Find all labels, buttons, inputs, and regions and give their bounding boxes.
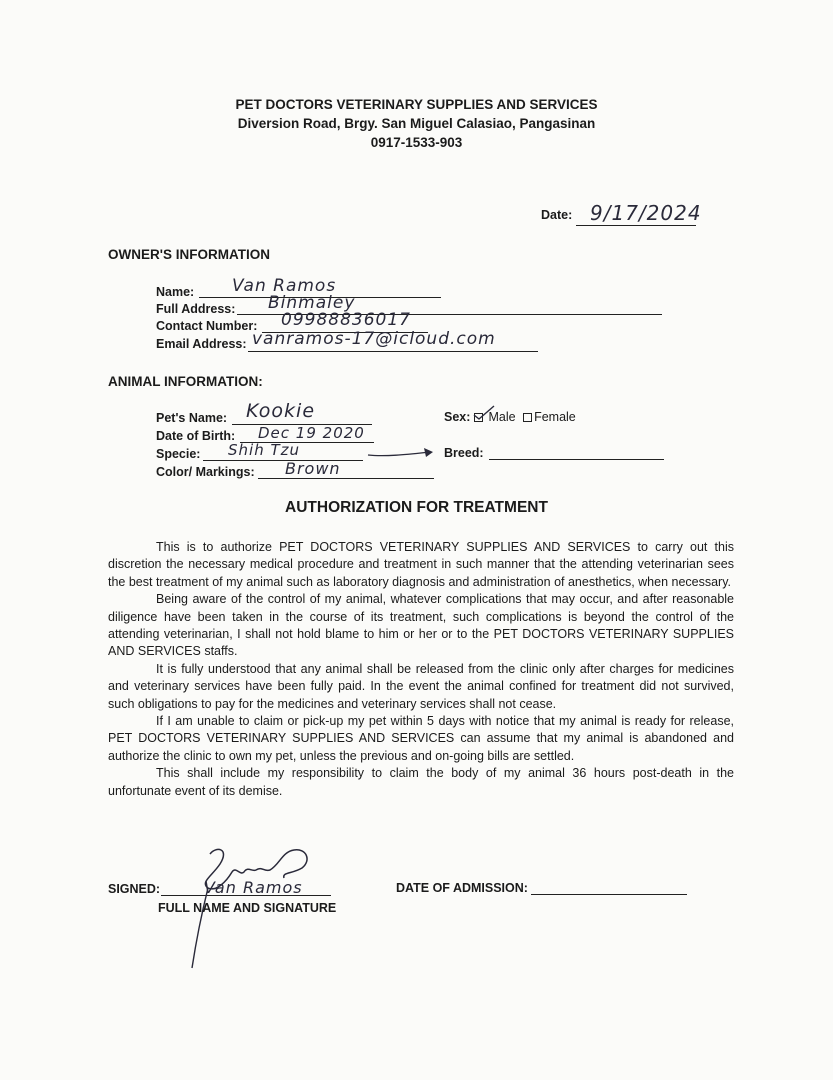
owner-name-value[interactable]: Van Ramos	[232, 276, 337, 296]
breed-label: Breed:	[444, 446, 484, 460]
owner-section-title: OWNER'S INFORMATION	[108, 247, 270, 262]
sex-label: Sex:	[444, 410, 471, 424]
animal-section-title: ANIMAL INFORMATION:	[108, 374, 263, 389]
pet-name-value[interactable]: Kookie	[246, 400, 316, 422]
address-label: Full Address:	[156, 302, 236, 316]
pet-name-label: Pet's Name:	[156, 411, 228, 425]
date-label: Date:	[541, 208, 573, 222]
color-line	[258, 478, 434, 479]
female-label: Female	[534, 410, 576, 424]
male-label: Male	[488, 410, 516, 424]
breed-line[interactable]	[489, 459, 664, 460]
business-name: PET DOCTORS VETERINARY SUPPLIES AND SERVICES	[235, 97, 598, 112]
paragraph: If I am unable to claim or pick-up my pet within 5 days with notice that my animal is ready for release, PET DOCTORS VETERINARY SUPPLIES AND SERVICES can assume that my animal is abandoned and authorize the clinic to own my pet, unless the previous and on-going bills are settled.	[108, 714, 734, 763]
owner-name-label: Name:	[156, 285, 195, 299]
color-value[interactable]: Brown	[285, 459, 341, 478]
male-checkbox[interactable]	[474, 410, 488, 424]
date-value[interactable]: 9/17/2024	[590, 201, 702, 225]
signed-value[interactable]: Van Ramos	[204, 878, 303, 897]
sex-options	[474, 410, 576, 424]
specie-value[interactable]: Shih Tzu	[228, 441, 301, 459]
checkmark-icon	[472, 405, 496, 423]
dob-label: Date of Birth:	[156, 429, 236, 443]
paragraph: This is to authorize PET DOCTORS VETERINARY SUPPLIES AND SERVICES to carry out this discretion the necessary medical procedure and treatment in such manner that the attending veterinarian sees the best treatment of my animal such as laboratory diagnosis and administration of anesthetics, when necessary.	[108, 540, 734, 589]
form-header	[0, 95, 833, 152]
arrow-icon	[366, 446, 438, 460]
admission-label: DATE OF ADMISSION:	[396, 881, 528, 895]
signature-caption: FULL NAME AND SIGNATURE	[158, 901, 337, 915]
business-phone: 0917-1533-903	[370, 135, 463, 150]
admission-line[interactable]	[531, 894, 687, 895]
email-line	[248, 351, 538, 352]
signed-label: SIGNED:	[108, 882, 161, 896]
authorization-body	[108, 539, 734, 800]
address-value[interactable]: Binmaley	[268, 293, 356, 313]
female-checkbox[interactable]	[523, 413, 532, 422]
authorization-title: AUTHORIZATION FOR TREATMENT	[285, 499, 548, 516]
contact-label: Contact Number:	[156, 319, 258, 333]
contact-value[interactable]: 09988836017	[281, 310, 411, 330]
email-label: Email Address:	[156, 337, 247, 351]
paragraph: Being aware of the control of my animal, whatever complications that may occur, and after reasonable diligence have been taken in the course of its treatment, such complications is beyond the control of the attending veterinarian, I shall not hold blame to him or her or to the PET DOCTORS VETERINARY SUPPLIES AND SERVICES staffs.	[108, 592, 734, 659]
dob-value[interactable]: Dec 19 2020	[258, 424, 365, 442]
specie-label: Specie:	[156, 447, 201, 461]
paragraph: This shall include my responsibility to claim the body of my animal 36 hours post-death in the unfortunate event of its demise.	[108, 766, 734, 798]
email-value[interactable]: vanramos-17@icloud.com	[252, 329, 496, 349]
date-line	[576, 225, 696, 226]
business-address: Diversion Road, Brgy. San Miguel Calasiao, Pangasinan	[237, 116, 596, 131]
color-label: Color/ Markings:	[156, 465, 255, 479]
paragraph: It is fully understood that any animal shall be released from the clinic only after charges for medicines and veterinary services have been fully paid. In the event the animal confined for treatment did not survived, such obligations to pay for the medicines and veterinary services shall not cease.	[108, 661, 734, 711]
